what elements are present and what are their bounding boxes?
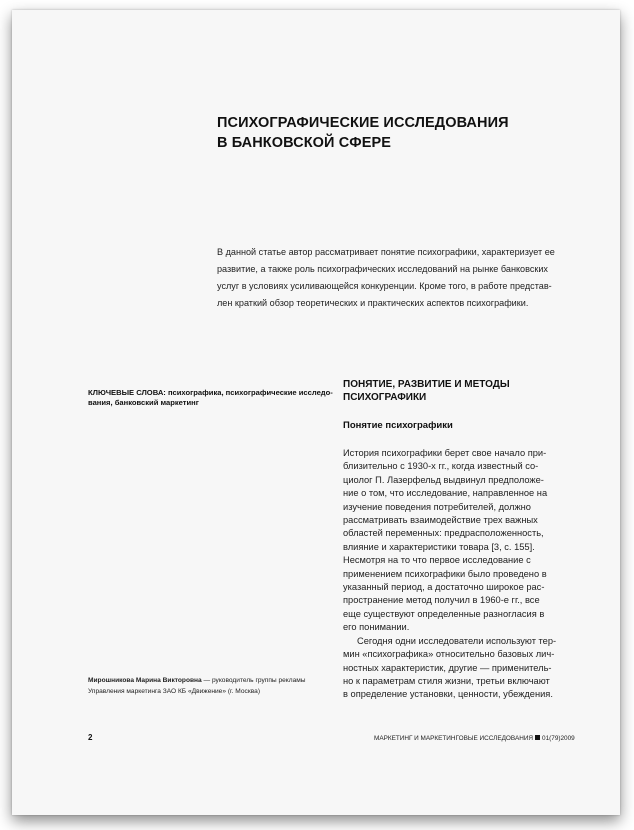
page-number: 2 [88,733,93,742]
body-line: Сегодня одни исследователи используют тер- [357,635,557,646]
body-line: ние о том, что исследование, направленное на [343,488,548,499]
abstract-line: развитие, а также роль психографических исследований на рынке банковских [217,264,548,274]
subsection-heading: Понятие психографики [343,420,453,431]
title-line: В БАНКОВСКОЙ СФЕРЕ [217,135,392,151]
journal-name: МАРКЕТИНГ И МАРКЕТИНГОВЫЕ ИССЛЕДОВАНИЯ [374,735,534,742]
body-line: в определение установки, ценности, убеждения. [343,689,553,700]
keywords-text: психографика, психографические исследо- [165,388,333,397]
article-title [217,113,577,153]
title-line: ПСИХОГРАФИЧЕСКИЕ ИССЛЕДОВАНИЯ [217,115,509,131]
body-line: влияние и характеристики товара [3, с. 155]. [343,541,535,552]
article-abstract [217,244,577,312]
author-info [88,676,333,697]
journal-page [12,10,620,815]
author-name: Мирошникова Марина Викторовна [88,677,202,684]
article-body [343,447,593,702]
body-line: пространение метод получил в 1960-е гг., все [343,595,540,606]
body-line: История психографики берет свое начало при- [343,448,547,458]
keywords-text: вания, банковский маркетинг [88,398,199,407]
section-heading-line: ПСИХОГРАФИКИ [343,391,427,403]
abstract-line: лен краткий обзор теоретических и практических аспектов психографики. [217,298,529,308]
author-affiliation: Управления маркетинга ЗАО КБ «Движение» (г. Москва) [88,687,261,695]
body-line: его понимании. [343,622,410,633]
issue-number: 01(79)2009 [542,735,575,742]
keywords-block [88,388,333,408]
body-line: мин «психографика» относительно базовых лич- [343,649,555,660]
body-line: ностных характеристик, другие — применитель- [343,662,552,673]
abstract-line: услуг в условиях усиливающейся конкуренции. Кроме того, в работе представ- [217,281,552,291]
body-line: изучение поведения потребителей, должно [343,501,531,512]
section-heading [343,379,593,404]
body-line: циолог П. Лазерфельд выдвинул предположе- [343,474,544,485]
body-line: рассматривать взаимодействие трех важных [343,515,538,526]
body-line: применением психографики было проведено в [343,568,547,579]
body-line: но к параметрам стиля жизни, третьи включают [343,675,550,686]
body-line: областей переменных: предрасположенность, [343,528,544,539]
square-separator-icon [535,735,540,740]
section-heading-line: ПОНЯТИЕ, РАЗВИТИЕ И МЕТОДЫ [343,379,510,390]
body-line: еще существуют определенные разногласия в [343,608,545,619]
abstract-line: В данной статье автор рассматривает понятие психографики, характеризует ее [217,247,555,257]
body-line: указанный период, а достаточно широкое рас- [343,582,545,593]
journal-footer [374,735,594,742]
keywords-label: КЛЮЧЕВЫЕ СЛОВА: [88,388,166,397]
body-line: Несмотря на то что первое исследование с [343,555,531,566]
author-role: — руководитель группы рекламы [201,677,306,684]
body-line: близительно с 1930-х гг., когда известный со- [343,461,539,472]
